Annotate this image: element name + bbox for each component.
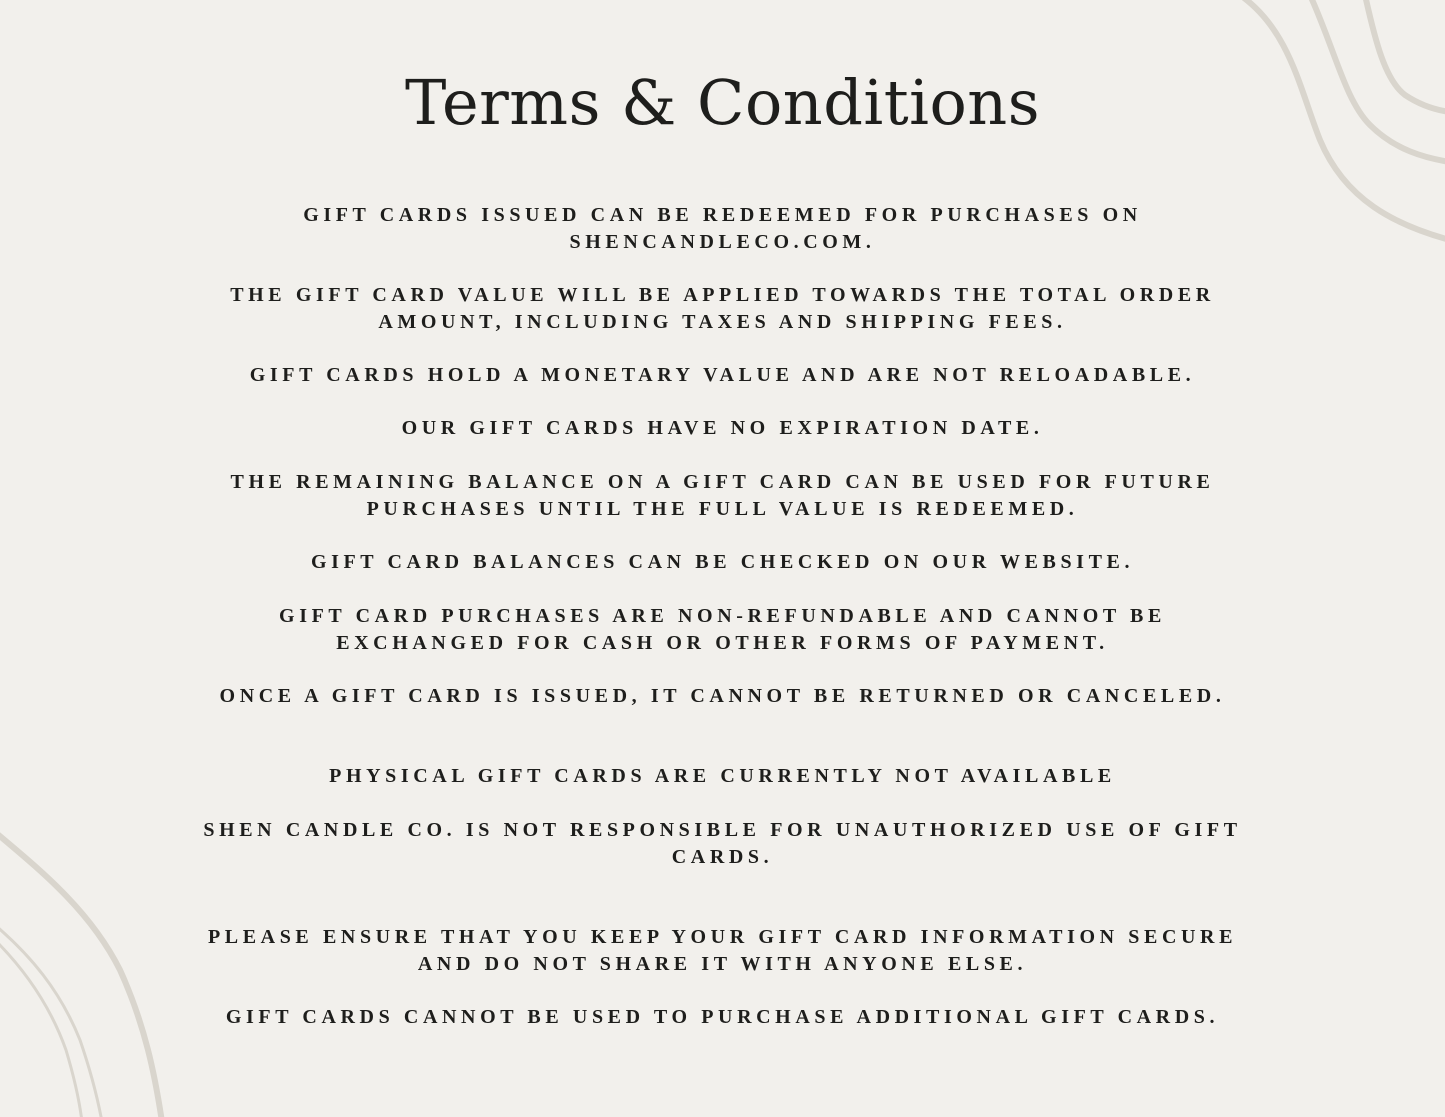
term-item: OUR GIFT CARDS HAVE NO EXPIRATION DATE. — [401, 417, 1044, 439]
term-item: GIFT CARDS HOLD A MONETARY VALUE AND ARE NOT RELOADABLE. — [249, 364, 1196, 386]
term-item: GIFT CARD BALANCES CAN BE CHECKED ON OUR WEBSITE. — [310, 551, 1135, 573]
bottom-left-wave-line — [0, 832, 162, 1117]
bottom-left-wave-line — [0, 925, 102, 1117]
term-item: PHYSICAL GIFT CARDS ARE CURRENTLY NOT AVAILABLE — [329, 765, 1116, 787]
terms-list — [200, 0, 1245, 1117]
term-item: PLEASE ENSURE THAT YOU KEEP YOUR GIFT CARD INFORMATION SECURE AND DO NOT SHARE IT WITH ANYONE ELSE. — [207, 926, 1238, 975]
term-item: SHEN CANDLE CO. IS NOT RESPONSIBLE FOR UNAUTHORIZED USE OF GIFT CARDS. — [203, 819, 1242, 868]
term-item: THE GIFT CARD VALUE WILL BE APPLIED TOWARDS THE TOTAL ORDER AMOUNT, INCLUDING TAXES AND SHIPPING FEES. — [230, 284, 1215, 333]
term-item: ONCE A GIFT CARD IS ISSUED, IT CANNOT BE RETURNED OR CANCELED. — [219, 685, 1226, 707]
page-title: Terms & Conditions — [404, 66, 1041, 139]
bottom-left-wave-line — [0, 940, 82, 1117]
term-item: GIFT CARDS CANNOT BE USED TO PURCHASE ADDITIONAL GIFT CARDS. — [225, 1006, 1220, 1028]
term-item: GIFT CARDS ISSUED CAN BE REDEEMED FOR PURCHASES ON SHENCANDLECO.COM. — [303, 204, 1142, 253]
term-item: THE REMAINING BALANCE ON A GIFT CARD CAN BE USED FOR FUTURE PURCHASES UNTIL THE FULL VALUE IS REDEEMED. — [230, 471, 1215, 520]
term-item: GIFT CARD PURCHASES ARE NON-REFUNDABLE AND CANNOT BE EXCHANGED FOR CASH OR OTHER FORMS OF PAYMENT. — [279, 605, 1166, 654]
